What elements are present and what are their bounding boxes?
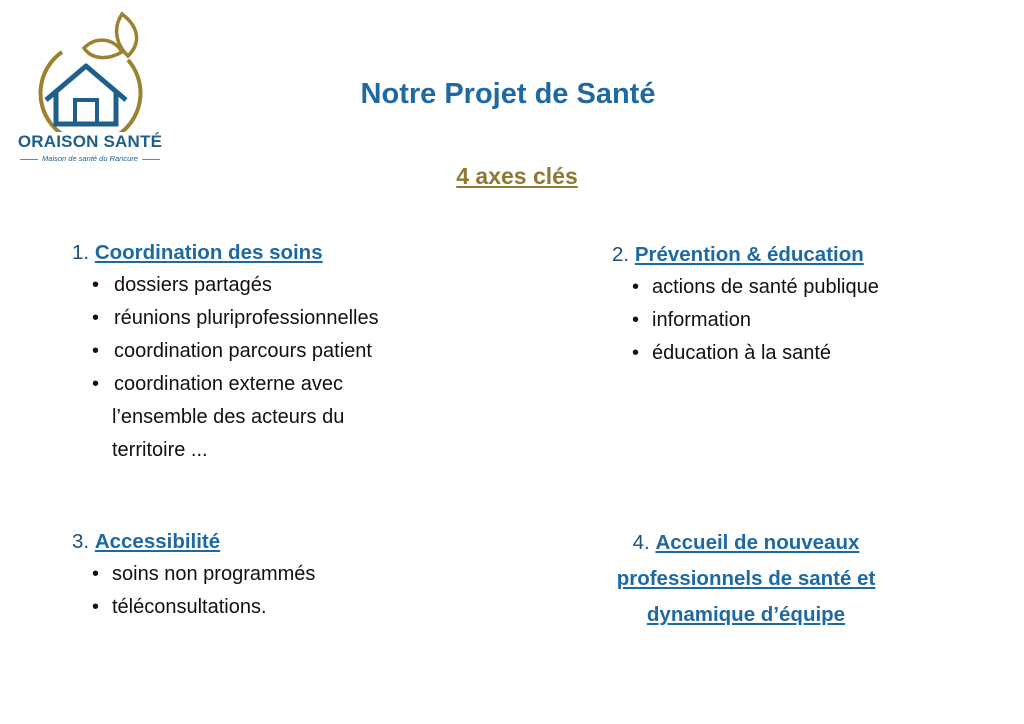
axis-heading — [566, 525, 926, 561]
list-item: • dossiers partagés — [72, 269, 452, 302]
axis-title-line-wrap — [566, 561, 926, 597]
axis-number: 3. — [72, 530, 90, 553]
axis-title-line: Accueil de nouveaux — [655, 531, 860, 554]
list-item: • réunions pluriprofessionnelles — [72, 302, 452, 335]
axis-title: Prévention & éducation — [634, 243, 864, 266]
list-item: • soins non programmés — [72, 558, 452, 591]
axis-heading — [612, 238, 972, 271]
axis-coordination — [72, 236, 452, 467]
axis-title-line: dynamique d’équipe — [646, 603, 846, 626]
list-item: • éducation à la santé — [612, 337, 972, 370]
list-item: • coordination parcours patient — [72, 335, 452, 368]
page-title: Notre Projet de Santé — [360, 78, 656, 110]
axis-prevention — [612, 238, 972, 370]
page-subtitle: 4 axes clés — [456, 163, 578, 189]
axis-recruitment — [566, 525, 926, 633]
axis-number: 1. — [72, 241, 90, 264]
axis-heading — [72, 525, 452, 558]
axis-list — [612, 271, 972, 370]
axis-title: Coordination des soins — [94, 241, 323, 264]
list-item: • téléconsultations. — [72, 591, 452, 624]
logo-tagline: Maison de santé du Rancure — [10, 154, 170, 163]
list-item: • coordination externe avec — [72, 368, 452, 401]
axis-title-line-wrap — [566, 597, 926, 633]
logo-name: ORAISON SANTÉ — [17, 132, 163, 151]
house-leaf-logo-icon — [10, 8, 170, 132]
axis-number: 4. — [632, 531, 650, 554]
list-item: • actions de santé publique — [612, 271, 972, 304]
list-item-continuation: territoire ... — [112, 439, 208, 461]
axis-title: Accessibilité — [94, 530, 221, 553]
axis-number: 2. — [612, 243, 630, 266]
axis-list — [72, 269, 452, 401]
axis-list — [72, 558, 452, 624]
list-item: • information — [612, 304, 972, 337]
axis-heading — [72, 236, 452, 269]
list-item-continuation: l’ensemble des acteurs du — [112, 406, 345, 428]
axis-title-line: professionnels de santé et — [616, 567, 876, 590]
axis-accessibility — [72, 525, 452, 624]
